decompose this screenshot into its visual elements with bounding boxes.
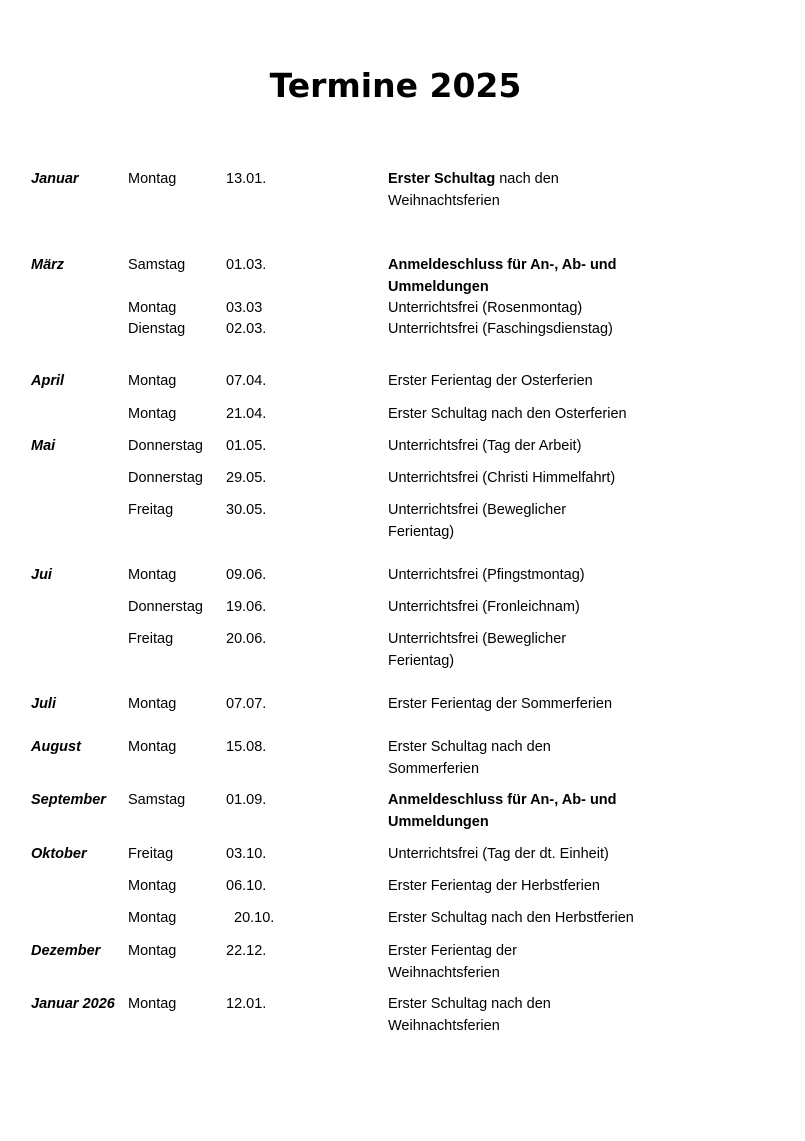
weekday: Montag [128,300,177,316]
weekday: Montag [128,739,177,755]
event-text: Unterrichtsfrei (Fronleichnam) [388,599,580,615]
month-label: September [31,792,106,808]
month-label: März [31,257,65,273]
event-text: Erster Ferientag der Herbstferien [388,878,600,894]
event-text: Erster Ferientag der Weihnachtsferien [388,943,517,981]
event-description [388,298,650,320]
weekday: Freitag [128,631,174,647]
month-label: Juli [31,696,56,712]
event-text: Unterrichtsfrei (Beweglicher Ferientag) [388,631,567,669]
month-label: Dezember [31,943,101,959]
date: 01.03. [226,257,267,273]
event-description [388,565,688,587]
weekday: Samstag [128,257,186,273]
weekday: Montag [128,406,177,422]
event-description [388,319,688,341]
event-text: Unterrichtsfrei (Tag der Arbeit) [388,438,582,454]
date: 03.10. [226,846,267,862]
event-text: Unterrichtsfrei (Pfingstmontag) [388,567,585,583]
month-label: Mai [31,438,56,454]
date: 29.05. [226,470,267,486]
event-description [388,876,688,898]
month-label: Januar 2026 [31,996,115,1012]
weekday: Dienstag [128,321,186,337]
event-text: Unterrichtsfrei (Beweglicher Ferientag) [388,502,567,540]
event-description [388,994,588,1037]
month-label: August [31,739,81,755]
month-label: April [31,373,65,389]
date: 15.08. [226,739,267,755]
month-label: Jui [31,567,52,583]
date: 07.04. [226,373,267,389]
date: 20.10. [234,910,275,926]
weekday: Montag [128,943,177,959]
event-text: Erster Schultag nach den Herbstferien [388,910,634,926]
event-text: Erster Ferientag der Sommerferien [388,696,613,712]
weekday: Montag [128,878,177,894]
event-description [388,597,688,619]
event-description [388,908,688,930]
event-description [388,169,650,212]
event-description [388,371,688,393]
event-description [388,500,603,543]
event-description [388,694,688,716]
weekday: Freitag [128,846,174,862]
event-description [388,255,650,298]
event-bold: Anmeldeschluss für An-, Ab- und Ummeldungen [388,257,617,295]
weekday: Donnerstag [128,599,203,615]
month-label: Januar [31,171,79,187]
date: 21.04. [226,406,267,422]
weekday: Donnerstag [128,470,203,486]
weekday: Montag [128,567,177,583]
weekday: Freitag [128,502,174,518]
date: 30.05. [226,502,267,518]
date: 03.03 [226,300,263,316]
event-description [388,468,688,490]
weekday: Montag [128,696,177,712]
event-text: Erster Schultag nach den Sommerferien [388,739,551,777]
date: 20.06. [226,631,267,647]
event-text: Erster Ferientag der Osterferien [388,373,593,389]
event-description [388,737,588,780]
event-bold: Erster Schultag [388,171,496,187]
weekday: Montag [128,996,177,1012]
weekday: Samstag [128,792,186,808]
event-text: Unterrichtsfrei (Christi Himmelfahrt) [388,470,616,486]
event-text: nach den Weihnachtsferien [388,171,559,209]
date: 19.06. [226,599,267,615]
event-description [388,629,603,672]
date: 01.05. [226,438,267,454]
event-text: Unterrichtsfrei (Faschingsdienstag) [388,321,613,337]
event-description [388,404,688,426]
event-description [388,941,548,984]
weekday: Montag [128,171,177,187]
event-description [388,436,688,458]
date: 02.03. [226,321,267,337]
weekday: Montag [128,373,177,389]
month-label: Oktober [31,846,87,862]
date: 12.01. [226,996,267,1012]
date: 09.06. [226,567,267,583]
event-description [388,790,650,833]
weekday: Donnerstag [128,438,203,454]
date: 06.10. [226,878,267,894]
event-text: Unterrichtsfrei (Rosenmontag) [388,300,583,316]
event-text: Erster Schultag nach den Weihnachtsferien [388,996,551,1034]
weekday: Montag [128,910,177,926]
page-title: Termine 2025 [269,66,522,105]
date: 07.07. [226,696,267,712]
event-bold: Anmeldeschluss für An-, Ab- und Ummeldungen [388,792,617,830]
event-description [388,844,688,866]
date: 22.12. [226,943,267,959]
event-text: Erster Schultag nach den Osterferien [388,406,627,422]
date: 01.09. [226,792,267,808]
date: 13.01. [226,171,267,187]
event-text: Unterrichtsfrei (Tag der dt. Einheit) [388,846,609,862]
